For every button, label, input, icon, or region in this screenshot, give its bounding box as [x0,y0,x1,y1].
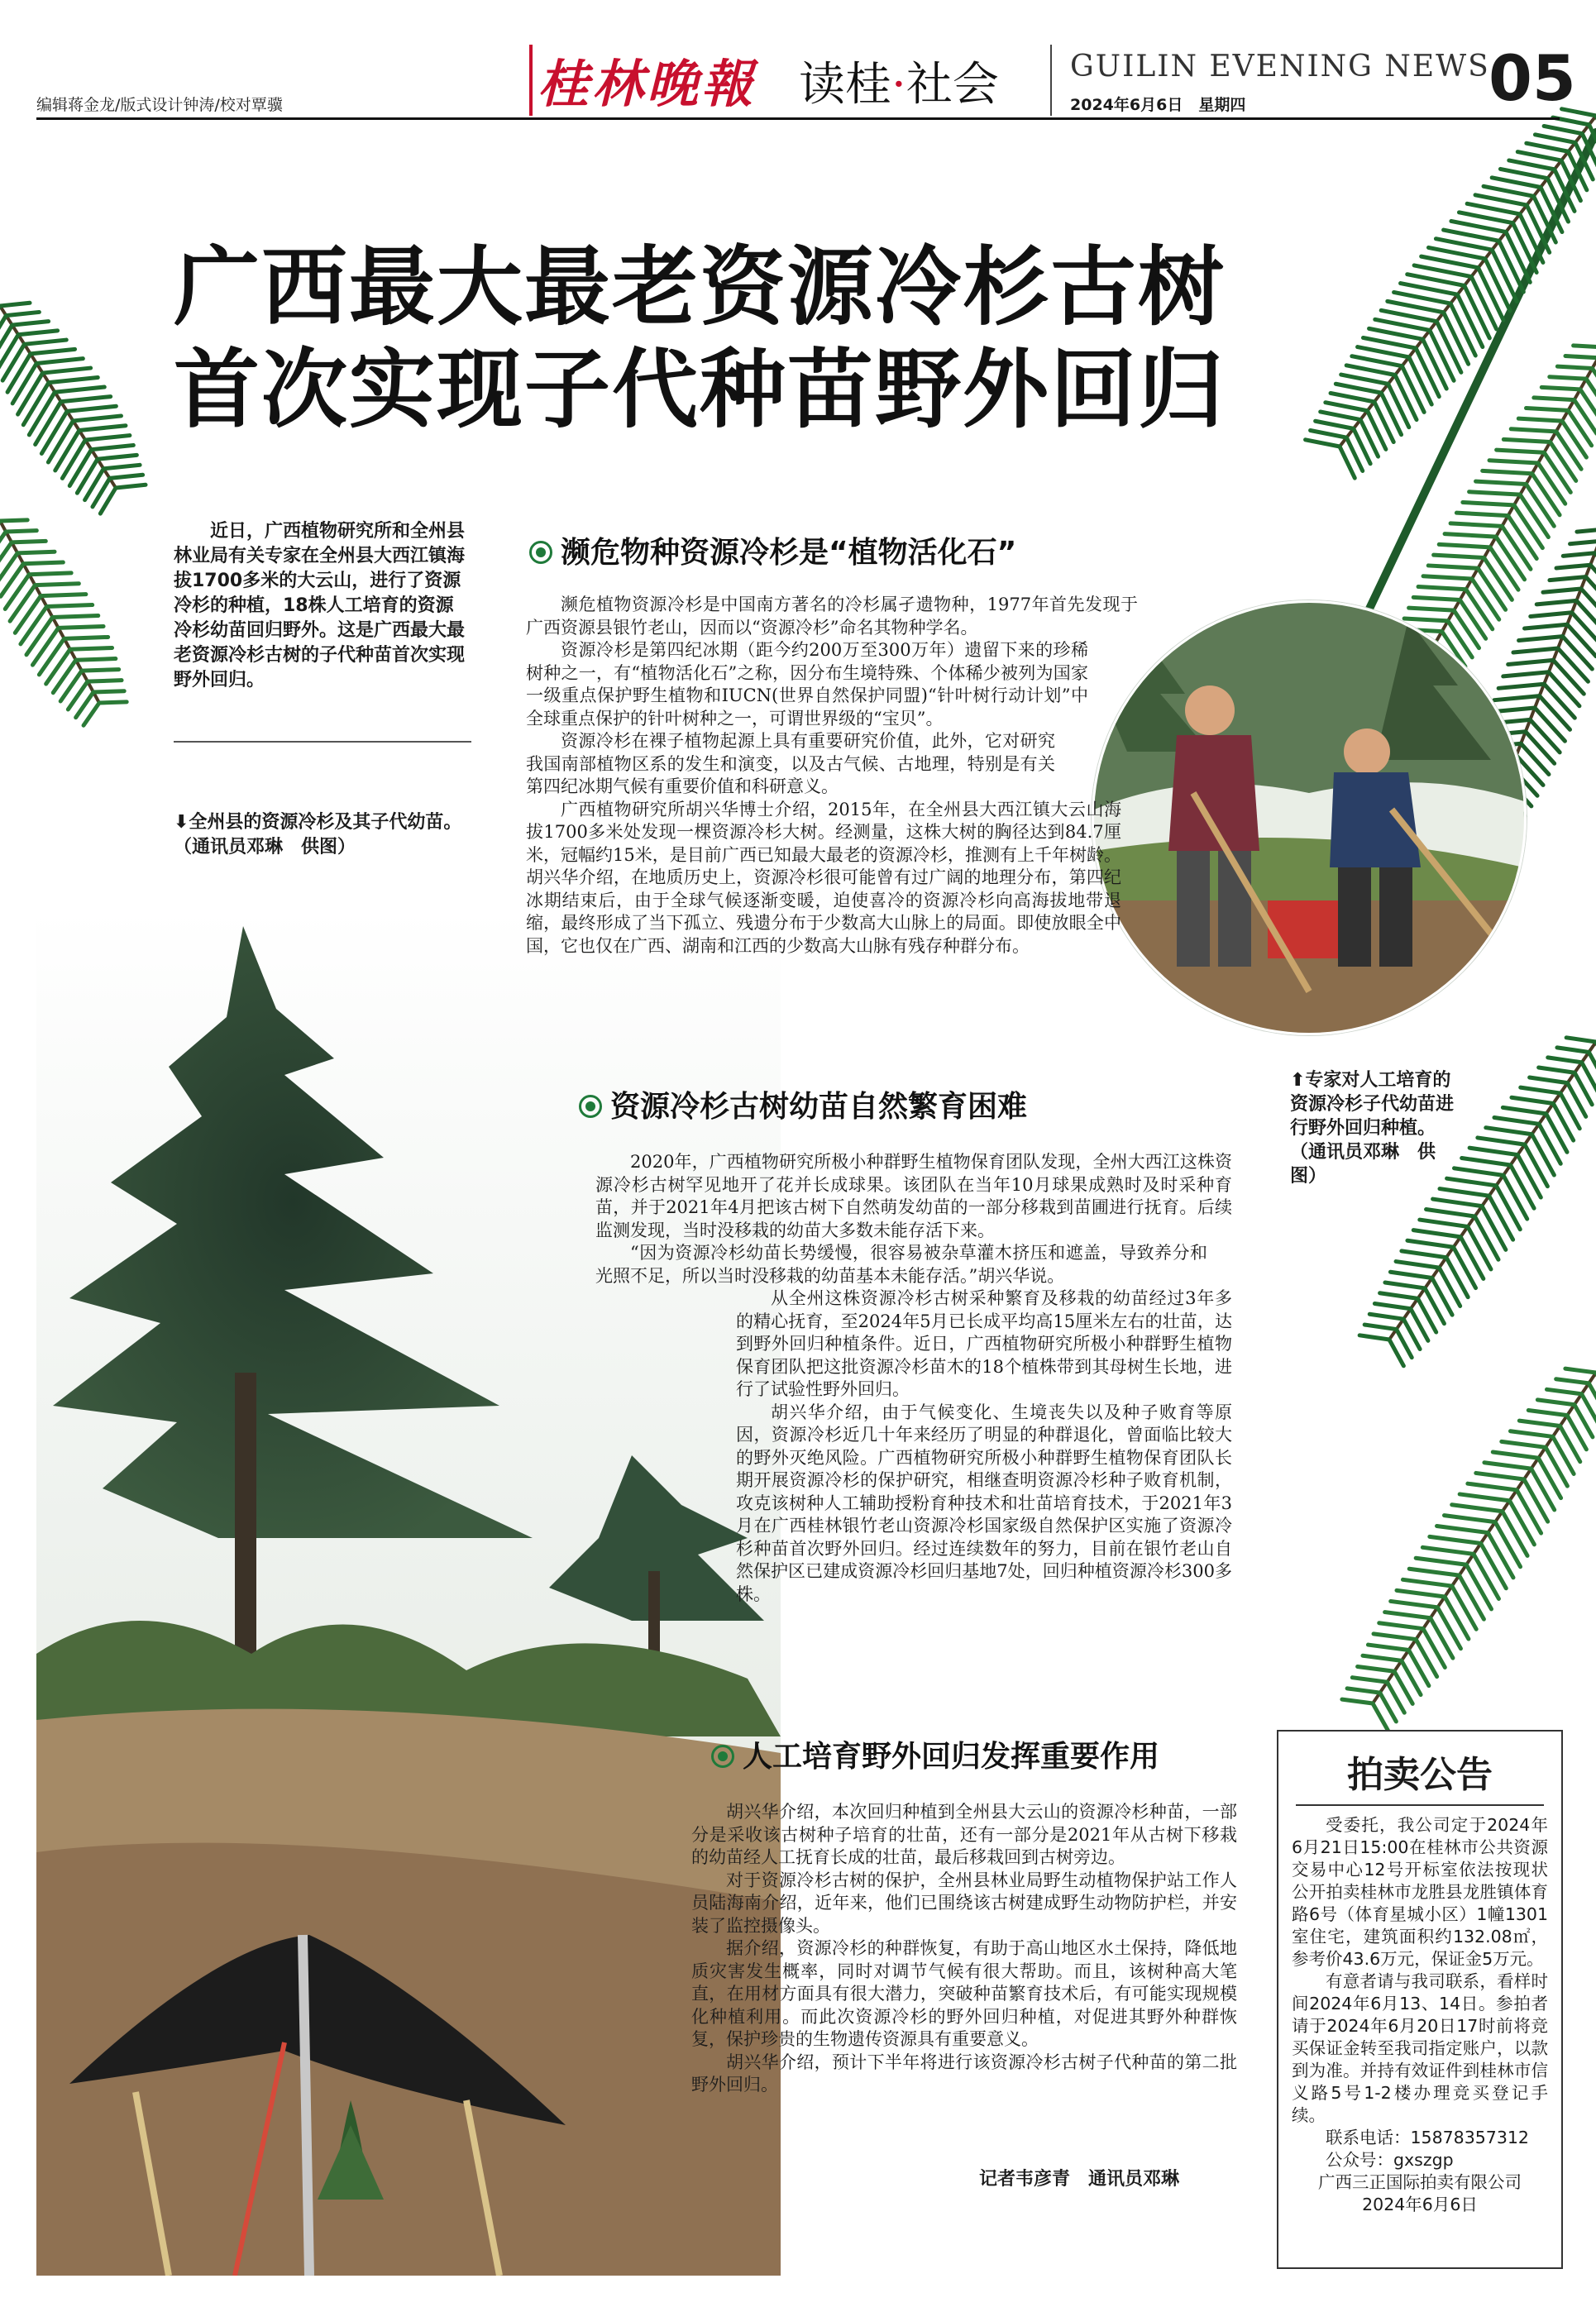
s2-para-4: 胡兴华介绍，由于气候变化、生境丧失以及种子败育等原因，资源冷杉近几十年来经历了明显的种群退化，曾面临比较大的野外灭绝风险。广西植物研究所极小种群野生植物保育团队长期开展资源冷杉的保护研究，相继查明资源冷杉种子败育机制，攻克该树种人工辅助授粉育种技术和壮苗培育技术，于2021年3月在广西桂林银竹老山资源冷杉国家级自然保护区实施了资源冷杉种苗首次野外回归。经过连续数年的努力，目前在银竹老山自然保护区已建成资源冷杉回归基地7处，回归种植资源冷杉300多株。 [736,1402,1232,1604]
s1-para-1: 濒危植物资源冷杉是中国南方著名的冷杉属孑遗物种，1977年首先发现于广西资源县银竹老山，因而以“资源冷杉”命名其物种学名。 [526,595,1138,638]
s2-para-2: “因为资源冷杉幼苗长势缓慢，很容易被杂草灌木挤压和遮盖，导致养分和光照不足，所以当时没移栽的幼苗基本未能存活。”胡兴华说。 [595,1243,1207,1286]
auction-para-1: 受委托，我公司定于2024年6月21日15:00在桂林市公共资源交易中心12号开标室依法按现状公开拍卖桂林市龙胜县龙胜镇体育路6号（体育星城小区）1幢1301室住宅，建筑面积约132.08㎡，参考价43.6万元，保证金5万元。 [1292,1815,1548,1969]
section-name-a: 读桂 [799,58,891,112]
english-title: GUILIN EVENING NEWS [1070,50,1490,84]
headline [174,236,1226,441]
subheading-1-text: 濒危物种资源冷杉是“植物活化石” [561,536,1017,570]
s3-para-1: 胡兴华介绍，本次回归种植到全州县大云山的资源冷杉种苗，一部分是采收该古树种子培育的壮苗，还有一部分是2021年从古树下移栽的幼苗经人工抚育长成的壮苗，最后移栽回到古树旁边。 [691,1802,1237,1867]
s3-para-4: 胡兴华介绍，预计下半年将进行该资源冷杉古树子代种苗的第二批野外回归。 [691,2052,1237,2095]
editors-line: 编辑蒋金龙/版式设计钟涛/校对覃骥 [36,96,283,114]
masthead-divider-left [529,45,533,116]
subheading-1 [529,529,1016,571]
tree-photo-caption: ⬇全州县的资源冷杉及其子代幼苗。（通讯员邓琳 供图） [174,812,462,857]
s2-para-3: 从全州这株资源冷杉古树采种繁育及移栽的幼苗经过3年多的精心抚育，至2024年5月已长成平均高15厘米左右的壮苗，达到野外回归种植条件。近日，广西植物研究所极小种群野生植物保育团队把这批资源冷杉苗木的18个植株带到其母树生长地，进行了试验性野外回归。 [736,1288,1232,1399]
auction-para-2: 有意者请与我司联系，看样时间2024年6月13、14日。参拍者请于2024年6月20日17时前将竞买保证金转至我司指定账户，以款到为准。并持有效证件到桂林市信义路5号1-2楼办理竞买登记手续。 [1292,1971,1548,2125]
section-2-body [595,1151,1232,1606]
bullet-icon [579,1095,602,1118]
lead-paragraph: 近日，广西植物研究所和全州县林业局有关专家在全州县大西江镇海拔1700多米的大云山，进行了资源冷杉的种植，18株人工培育的资源冷杉幼苗回归野外。这是广西最大最老资源冷杉古树的子代种苗首次实现野外回归。 [174,521,466,690]
lead-rule [174,741,471,743]
byline: 记者韦彦青 通讯员邓琳 [979,2169,1180,2190]
fir-branch-left [0,273,165,736]
section-1-body [526,594,1138,958]
masthead-rule [36,117,1560,120]
s2-para-1: 2020年，广西植物研究所极小种群野生植物保育团队发现，全州大西江这株资源冷杉古树罕见地开了花并长成球果。该团队在当年10月球果成熟时及时采种育苗，并于2021年4月把该古树下自然萌发幼苗的一部分移栽到苗圃进行抚育。后续监测发现，当时没移栽的幼苗大多数未能存活下来。 [595,1152,1232,1240]
page-number: 05 [1488,41,1576,115]
auction-date: 2024年6月6日 [1362,2195,1478,2214]
s1-para-3: 资源冷杉在裸子植物起源上具有重要研究价值，此外，它对研究我国南部植物区系的发生和演变，以及古气候、古地理，特别是有关第四纪冰期气候有重要价值和科研意义。 [526,731,1055,796]
masthead-divider-right [1050,45,1052,116]
auction-body [1278,1814,1561,2216]
s1-para-4: 广西植物研究所胡兴华博士介绍，2015年，在全州县大西江镇大云山海拔1700多米处发现一棵资源冷杉大树。经测量，这株大树的胸径达到84.7厘米，冠幅约15米，是目前广西已知最大最老的资源冷杉，推测有上千年树龄。胡兴华介绍，在地质历史上，资源冷杉很可能曾有过广阔的地理分布，第四纪冰期结束后，由于全球气候逐渐变暖，迫使喜冷的资源冷杉向高海拔地带退缩，最终形成了当下孤立、残遗分布于少数高大山脉上的局面。即使放眼全中国，它也仅在广西、湖南和江西的少数高大山脉有残存种群分布。 [526,799,1121,956]
issue-date: 2024年6月6日 星期四 [1070,96,1246,114]
experts-planting-photo [1092,600,1527,1035]
auction-title: 拍卖公告 [1347,1754,1493,1796]
subheading-3-text: 人工培育野外回归发挥重要作用 [743,1740,1160,1774]
headline-line-2: 首次实现子代种苗野外回归 [174,339,1226,440]
s3-para-3: 据介绍，资源冷杉的种群恢复，有助于高山地区水土保持，降低地质灾害发生概率，同时对调节气候有很大帮助。而且，该树种高大笔直，在用材方面具有很大潜力，突破种苗繁育技术后，有可能实现规模化种植利用。而此次资源冷杉的野外回归种植，对促进其野外种群恢复，保护珍贵的生物遗传资源具有重要意义。 [691,1938,1237,2049]
section-name-b: 社会 [906,58,999,112]
s1-para-2: 资源冷杉是第四纪冰期（距今约200万至300万年）遗留下来的珍稀树种之一，有“植物活化石”之称，因分布生境特殊、个体稀少被列为国家一级重点保护野生植物和IUCN(世界自然保护同盟)“针叶树行动计划”中全球重点保护的针叶树种之一，可谓世界级的“宝贝”。 [526,640,1088,728]
auction-company: 广西三正国际拍卖有限公司 [1318,2172,1522,2192]
subheading-2 [579,1083,1027,1125]
headline-line-1: 广西最大最老资源冷杉古树 [174,236,1226,337]
auction-rule [1296,1804,1544,1806]
s3-para-2: 对于资源冷杉古树的保护，全州县林业局野生动植物保护站工作人员陆海南介绍，近年来，他们已围绕该古树建成野生动物防护栏，并安装了监控摄像头。 [691,1870,1237,1936]
bullet-icon [711,1745,734,1768]
subheading-2-text: 资源冷杉古树幼苗自然繁育困难 [610,1090,1028,1124]
auction-notice [1277,1730,1563,2269]
section-name [799,48,999,114]
auction-phone: 联系电话：15878357312 [1326,2128,1529,2147]
section-3-body [691,1801,1237,2097]
bullet-icon [529,541,552,564]
experts-planting-illustration [1094,603,1524,1033]
subheading-3 [711,1733,1159,1775]
experts-photo-caption: ⬆专家对人工培育的资源冷杉子代幼苗进行野外回归种植。（通讯员邓琳 供图） [1290,1070,1455,1187]
auction-wechat: 公众号：gxszgp [1326,2150,1454,2170]
section-dot: · [891,58,906,112]
newspaper-logo: 桂林晚報 [538,54,757,114]
